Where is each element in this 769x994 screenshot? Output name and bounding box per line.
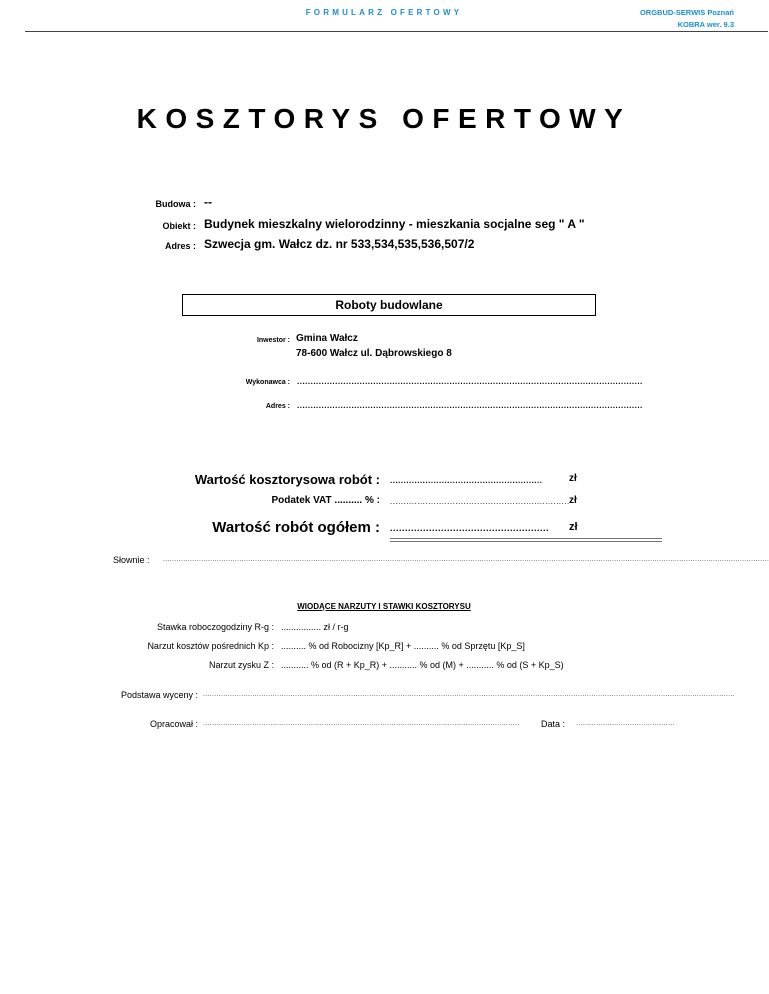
wartosc-kosztorysowa-label: Wartość kosztorysowa robót : (194, 472, 380, 487)
wykonawca-field[interactable]: ............................................................................................................................... (297, 377, 643, 386)
data-label: Data : (541, 719, 566, 729)
contractor-adres-field[interactable]: ............................................................................................................................... (297, 401, 643, 410)
vat-field[interactable]: .................................................................. (390, 497, 570, 506)
obiekt-label: Obiekt : (162, 221, 196, 231)
investor-address: 78-600 Wałcz ul. Dąbrowskiego 8 (296, 348, 452, 359)
kp-label: Narzut kosztów pośrednich Kp : (147, 641, 274, 651)
adres-value: Szwecja gm. Wałcz dz. nr 533,534,535,536,507/2 (204, 237, 475, 251)
costs-rule-1 (390, 538, 662, 539)
podstawa-wyceny-label: Podstawa wyceny : (120, 690, 198, 700)
wartosc-kosztorysowa-field[interactable]: ........................................................ (390, 476, 543, 485)
wartosc-ogolem-label: Wartość robót ogółem : (212, 519, 380, 536)
form-header-title: FORMULARZ OFERTOWY (305, 8, 463, 17)
category-box: Roboty budowlane (182, 294, 596, 316)
rg-label: Stawka roboczogodziny R-g : (156, 622, 274, 632)
costs-rule-2 (390, 541, 662, 542)
contractor-adres-label: Adres : (265, 403, 290, 410)
z-label: Narzut zysku Z : (208, 660, 274, 670)
slownie-field[interactable]: .............................................................................................................................................................................................................................................................................. (163, 556, 769, 563)
adres-label: Adres : (164, 241, 196, 251)
wartosc-ogolem-unit: zł (569, 521, 578, 533)
podstawa-wyceny-field[interactable]: ............................................................................................................................................................................................................................................. (203, 691, 736, 698)
investor-label: Inwestor : (256, 337, 290, 344)
header-divider (25, 31, 768, 32)
budowa-value: -- (204, 195, 212, 209)
software-version: KOBRA wer. 9.3 (677, 20, 734, 29)
software-info (640, 7, 734, 31)
investor-name: Gmina Wałcz (296, 333, 358, 344)
data-field[interactable]: ............................................ (576, 720, 675, 727)
document-title: KOSZTORYS OFERTOWY (136, 103, 632, 134)
vat-label: Podatek VAT .......... % : (271, 495, 380, 506)
rg-value[interactable]: ................ zł / r-g (281, 622, 349, 632)
company-name: ORGBUD-SERWIS Poznań (639, 8, 734, 17)
kp-value[interactable]: .......... % od Robocizny [Kp_R] + .......... % od Sprzętu [Kp_S] (281, 641, 525, 651)
budowa-label: Budowa : (155, 199, 196, 209)
opracowal-field[interactable]: ............................................................................................................................................. (203, 720, 520, 727)
vat-unit: zł (569, 495, 577, 506)
wartosc-ogolem-field[interactable]: ..................................................... (390, 523, 550, 533)
opracowal-label: Opracował : (149, 719, 198, 729)
wykonawca-label: Wykonawca : (245, 379, 290, 386)
rates-section-title: WIODĄCE NARZUTY I STAWKI KOSZTORYSU (297, 602, 471, 611)
obiekt-value: Budynek mieszkalny wielorodzinny - mieszkania socjalne seg " A " (204, 217, 585, 231)
z-value[interactable]: ........... % od (R + Kp_R) + ........... % od (M) + ........... % od (S + Kp_S) (281, 660, 564, 670)
slownie-label: Słownie : (113, 555, 150, 565)
wartosc-kosztorysowa-unit: zł (569, 473, 577, 484)
